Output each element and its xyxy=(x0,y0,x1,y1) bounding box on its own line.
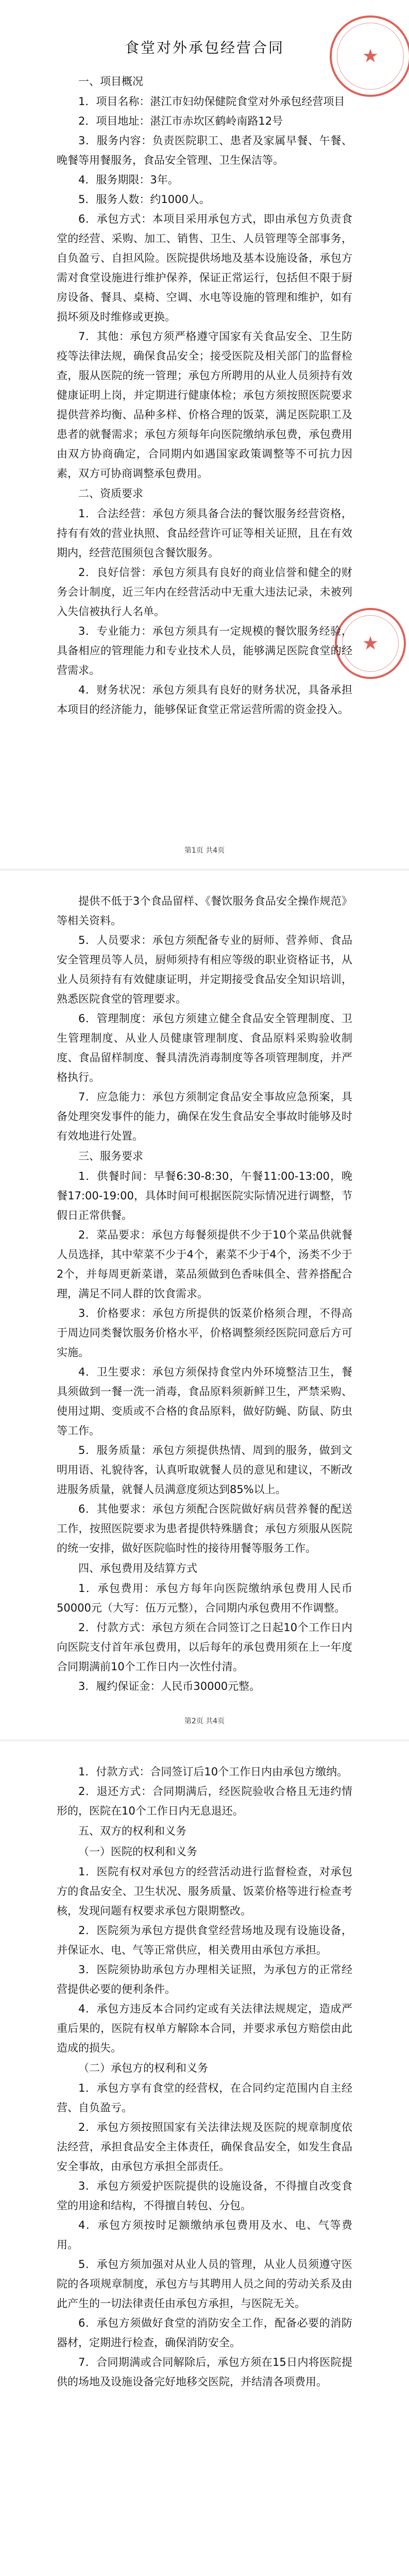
paragraph: 6．承包方须做好食堂的消防安全工作，配备必要的消防器材，定期进行检查，确保消防安全。 xyxy=(57,2317,352,2349)
page-2-body xyxy=(57,891,352,1696)
paragraph: 6．承包方式：本项目采用承包方式，即由承包方负责食堂的经营、采购、加工、销售、卫生、人员管理等全部事务，自负盈亏、自担风险。医院提供场地及基本设施设备，承包方需对食堂设施进行维护保养，保证正常运行，包括但不限于厨房设备、餐具、桌椅、空调、水电等设施的管理和维护，如有损坏须及时维修或更换。 xyxy=(57,213,352,323)
paragraph: 7．应急能力：承包方须制定食品安全事故应急预案，具备处理突发事件的能力，确保在发生食品安全事故时能够及时有效地进行处置。 xyxy=(57,1091,352,1142)
paragraph: 1．承包方享有食堂的经营权，在合同约定范围内自主经营、自负盈亏。 xyxy=(57,2082,352,2114)
paragraph: 2．付款方式：承包方须在合同签订之日起10个工作日内向医院支付首年承包费用，以后每年的承包费用须在上一年度合同期满前10个工作日内一次性付清。 xyxy=(57,1621,352,1673)
paragraph: 1．付款方式：合同签订后10个工作日内由承包方缴纳。 xyxy=(78,1766,348,1778)
paragraph: 3．履约保证金：人民币30000元整。 xyxy=(78,1680,261,1692)
star-icon: ★ xyxy=(362,633,379,654)
paragraph: 4．承包方违反本合同约定或有关法律法规规定，造成严重后果的，医院有权单方解除本合同，并要求承包方赔偿由此造成的损失。 xyxy=(57,2003,352,2054)
paragraph: 4．财务状况：承包方须具有良好的财务状况，具备承担本项目的经济能力，能够保证食堂正常运营所需的资金投入。 xyxy=(57,684,352,716)
page-1-body xyxy=(57,71,352,719)
page-3-body xyxy=(57,1762,352,2392)
paragraph: 7．其他：承包方须严格遵守国家有关食品安全、卫生防疫等法律法规，确保食品安全；接受医院及相关部门的监督检查，服从医院的统一管理；承包方所聘用的从业人员须持有效健康证明上岗，并定期进行健康体检；承包方须按照医院要求提供营养均衡、品种多样、价格合理的饭菜，满足医院职工及患者的就餐需求；承包方须每年向医院缴纳承包费，承包费用由双方协商确定，合同期内如遇国家政策调整等不可抗力因素，双方可协商调整承包费用。 xyxy=(57,330,352,480)
paragraph: 2．良好信誉：承包方须具有良好的商业信誉和健全的财务会计制度，近三年内在经营活动中无重大违法记录，未被列入失信被执行人名单。 xyxy=(57,566,352,618)
paragraph: 4．卫生要求：承包方须保持食堂内外环境整洁卫生，餐具须做到一餐一洗一消毒，食品原料须新鲜卫生，严禁采购、使用过期、变质或不合格的食品原料，做好防蝇、防鼠、防虫等工作。 xyxy=(57,1366,352,1437)
paragraph: 提供不低于3个食品留样、《餐饮服务食品安全操作规范》等相关资料。 xyxy=(57,895,352,927)
paragraph: 3．承包方须爱护医院提供的设施设备，不得擅自改变食堂的用途和结构，不得擅自转包、分包。 xyxy=(57,2180,352,2212)
section-heading: 五、双方的权利和义务 xyxy=(78,1825,186,1837)
section-heading: 三、服务要求 xyxy=(78,1150,143,1162)
star-icon: ★ xyxy=(362,45,379,67)
page-number: 第1页 共4页 xyxy=(184,846,225,855)
section-heading: 一、项目概况 xyxy=(78,75,143,88)
paragraph: 6．其他要求：承包方须配合医院做好病员营养餐的配送工作，按照医院要求为患者提供特殊膳食；承包方须服从医院的统一安排，做好医院临时性的接待用餐等服务工作。 xyxy=(57,1503,352,1554)
section-heading: 四、承包费用及结算方式 xyxy=(78,1562,197,1574)
paragraph: 3．服务内容：负责医院职工、患者及家属早餐、午餐、晚餐等用餐服务，食品安全管理、卫生保洁等。 xyxy=(57,134,352,166)
paragraph: 1．承包费用：承包方每年向医院缴纳承包费用人民币50000元（大写：伍万元整），合同期内承包费用不作调整。 xyxy=(57,1582,352,1614)
paragraph: 5．服务人数：约1000人。 xyxy=(78,193,210,206)
section-heading: （二）承包方的权利和义务 xyxy=(78,2062,208,2074)
paragraph: 4．服务期限：3年。 xyxy=(78,174,179,186)
page-number: 第2页 共4页 xyxy=(184,1717,225,1725)
paragraph: 3．价格要求：承包方所提供的饭菜价格须合理，不得高于周边同类餐饮服务价格水平，价格调整须经医院同意后方可实施。 xyxy=(57,1307,352,1359)
paragraph: 2．退还方式：合同期满后，经医院验收合格且无违约情形的，医院在10个工作日内无息退还。 xyxy=(57,1785,352,1817)
paragraph: 1．医院有权对承包方的经营活动进行监督检查，对承包方的食品安全、卫生状况、服务质量、饭菜价格等进行检查考核，发现问题有权要求承包方限期整改。 xyxy=(57,1866,352,1917)
paragraph: 1．供餐时间：早餐6:30-8:30，午餐11:00-13:00，晚餐17:00-19:00，具体时间可根据医院实际情况进行调整，节假日正常供餐。 xyxy=(57,1170,352,1222)
document-page-1 xyxy=(0,0,409,871)
paragraph: 5．服务质量：承包方须提供热情、周到的服务，做到文明用语、礼貌待客，认真听取就餐人员的意见和建议，不断改进服务质量，就餐人员满意度须达到85%以上。 xyxy=(57,1444,352,1496)
document-page-3 xyxy=(0,1741,409,2576)
paragraph: 7．合同期满或合同解除后，承包方须在15日内将医院提供的场地及设施设备完好地移交医院，并结清各项费用。 xyxy=(57,2356,352,2388)
paragraph: 2．医院须为承包方提供食堂经营场地及现有设施设备，并保证水、电、气等正常供应，相关费用由承包方承担。 xyxy=(57,1924,352,1956)
paragraph: 4．承包方须按时足额缴纳承包费用及水、电、气等费用。 xyxy=(57,2219,352,2251)
section-heading: （一）医院的权利和义务 xyxy=(78,1845,197,1858)
paragraph: 2．承包方须按照国家有关法律法规及医院的规章制度依法经营，承担食品安全主体责任，确保食品安全，如发生食品安全事故，由承包方承担全部责任。 xyxy=(57,2121,352,2173)
paragraph: 3．专业能力：承包方须具有一定规模的餐饮服务经验，具备相应的管理能力和专业技术人员，能够满足医院食堂的经营需求。 xyxy=(57,625,352,676)
paragraph: 1．合法经营：承包方须具备合法的餐饮服务经营资格，持有有效的营业执照、食品经营许可证等相关证照，且在有效期内，经营范围须包含餐饮服务。 xyxy=(57,507,352,559)
paragraph: 6．管理制度：承包方须建立健全食品安全管理制度、卫生管理制度、从业人员健康管理制度、食品原料采购验收制度、食品留样制度、餐具清洗消毒制度等各项管理制度，并严格执行。 xyxy=(57,1012,352,1083)
paragraph: 5．人员要求：承包方须配备专业的厨师、营养师、食品安全管理员等人员，厨师须持有相应等级的职业资格证书，从业人员须持有有效健康证明，并定期接受食品安全知识培训，熟悉医院食堂的管理要求。 xyxy=(57,934,352,1005)
paragraph: 1．项目名称：湛江市妇幼保健院食堂对外承包经营项目 xyxy=(78,95,345,108)
section-heading: 二、资质要求 xyxy=(78,487,143,500)
paragraph: 3．医院须协助承包方办理相关证照，为承包方的正常经营提供必要的便利条件。 xyxy=(57,1963,352,1995)
document-title: 食堂对外承包经营合同 xyxy=(124,39,284,56)
paragraph: 2．项目地址：湛江市赤坎区鹤岭南路12号 xyxy=(78,115,283,127)
paragraph: 2．菜品要求：承包方每餐须提供不少于10个菜品供就餐人员选择，其中荤菜不少于4个，素菜不少于4个，汤类不少于2个，并每周更新菜谱，菜品须做到色香味俱全、营养搭配合理，满足不同人群的饮食需求。 xyxy=(57,1229,352,1300)
document-page-2 xyxy=(0,871,409,1741)
paragraph: 5．承包方须加强对从业人员的管理，从业人员须遵守医院的各项规章制度，承包方与其聘用人员之间的劳动关系及由此产生的一切法律责任由承包方承担，与医院无关。 xyxy=(57,2258,352,2310)
